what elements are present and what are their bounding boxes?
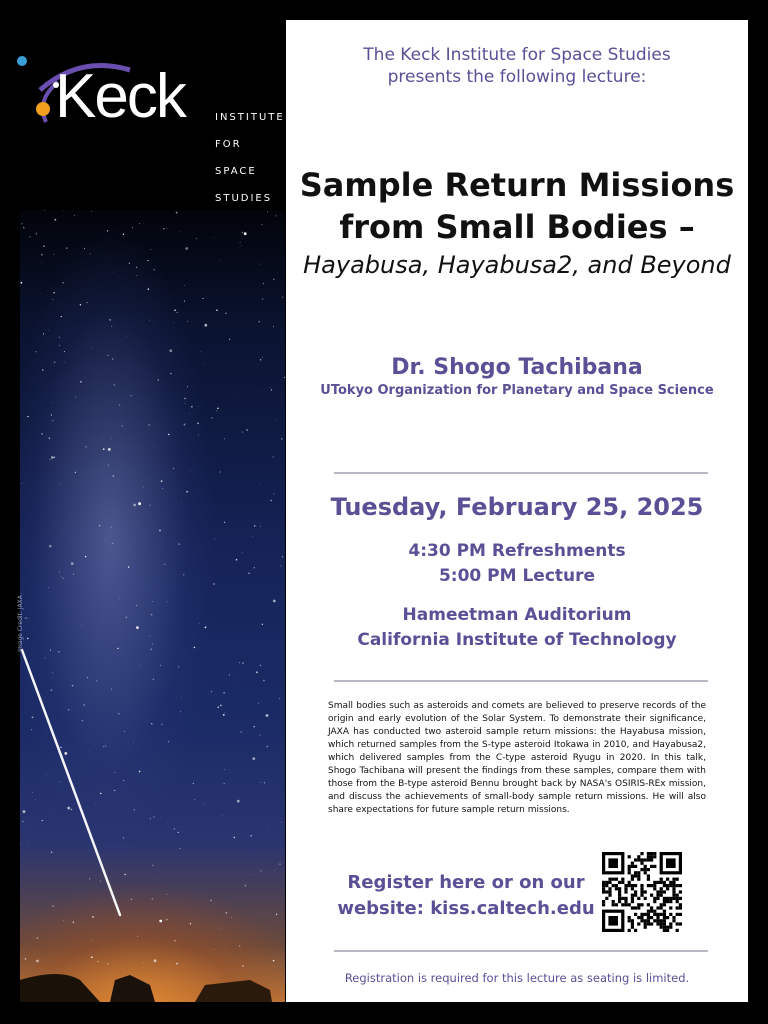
lecture-subtitle: Hayabusa, Hayabusa2, and Beyond — [303, 251, 731, 279]
register-link[interactable] — [326, 870, 606, 922]
refreshments-time: 4:30 PM Refreshments — [408, 541, 626, 561]
meteor-streak — [20, 210, 285, 1002]
logo-subtitle-line: STUDIES — [215, 193, 273, 204]
intro-line: The Keck Institute for Space Studies — [363, 45, 671, 65]
logo-wordmark: Keck — [55, 62, 185, 131]
intro-text — [286, 44, 748, 88]
lecture-time: 5:00 PM Lecture — [438, 566, 596, 586]
divider — [334, 950, 708, 952]
logo-subtitle-line: FOR — [215, 139, 242, 150]
keck-logo — [10, 30, 285, 210]
divider — [334, 680, 708, 682]
speaker-name: Dr. Shogo Tachibana — [391, 355, 643, 380]
title-line: from Small Bodies – — [339, 208, 695, 246]
divider — [334, 472, 708, 474]
milky-way-photo — [16, 210, 285, 1002]
register-line: website: kiss.caltech.edu — [337, 898, 595, 919]
image-credit: Image Credit: JAXA — [16, 595, 24, 652]
speaker-affiliation: UTokyo Organization for Planetary and Space Science — [320, 383, 714, 398]
register-line: Register here or on our — [347, 872, 585, 893]
lecture-abstract: Small bodies such as asteroids and comets are believed to preserve records of the origin and early evolution of the Solar System. To demonstrate their significance, JAXA has conducted two asteroid sample return missions: the Hayabusa mission, which returned samples from the S-type asteroid Itokawa in 2010, and Hayabusa2, which delivered samples from the C-type asteroid Ryugu in 2020. In this talk, Shogo Tachibana will present the findings from these samples, compare them with those from the B-type asteroid Bennu brought back by NASA's OSIRIS-REx mission, and discuss the achievements of small-body sample return missions. He will also share expectations for future sample return missions. — [328, 701, 706, 815]
intro-line: presents the following lecture: — [387, 67, 647, 87]
venue-name: Hameetman Auditorium — [402, 605, 632, 625]
lecture-panel — [286, 20, 748, 1002]
venue-institution: California Institute of Technology — [357, 630, 677, 650]
title-line: Sample Return Missions — [299, 166, 735, 204]
logo-subtitle-line: SPACE — [215, 166, 257, 177]
logo-subtitle — [215, 104, 285, 212]
registration-note: Registration is required for this lecture as seating is limited. — [344, 971, 690, 985]
event-date: Tuesday, February 25, 2025 — [330, 493, 704, 521]
qr-code-icon[interactable] — [602, 852, 682, 932]
lecture-title — [286, 164, 748, 248]
logo-subtitle-line: INSTITUTE — [215, 112, 285, 123]
